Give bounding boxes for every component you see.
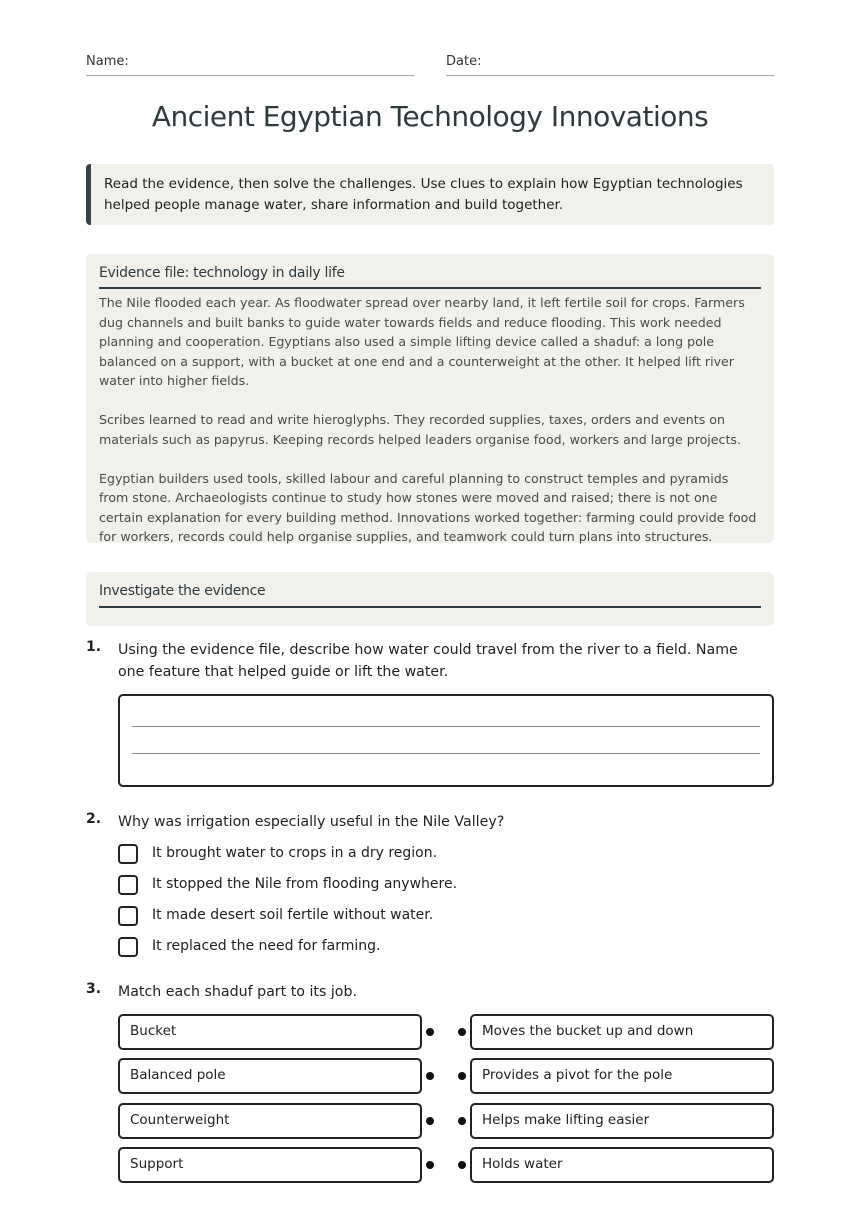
answer-line (132, 753, 760, 754)
option-row[interactable] (118, 844, 718, 868)
name-label: Name: (86, 54, 129, 69)
match-dot[interactable] (458, 1028, 466, 1036)
evidence-paragraph: Scribes learned to read and write hieroglyphs. They recorded supplies, taxes, orders and events on materials such as papyrus. Keeping records helped leaders organise food, workers and large projects. (99, 412, 741, 447)
question-3 (86, 981, 774, 1191)
question-text: Match each shaduf part to its job. (118, 984, 358, 1000)
evidence-file-section (86, 254, 774, 543)
option-label: It stopped the Nile from flooding anywhere. (152, 876, 458, 892)
evidence-title: Evidence file: technology in daily life (99, 265, 761, 289)
question-2 (86, 811, 774, 971)
investigate-title: Investigate the evidence (99, 583, 761, 608)
evidence-paragraph: The Nile flooded each year. As floodwater spread over nearby land, it left fertile soil for crops. Farmers dug channels and built banks to guide water towards fields and reduce flooding. This work needed planning and cooperation. Egyptians also used a simple lifting device called a shaduf: a long pole balanced on a support, with a bucket at one end and a counterweight at the other. It helped lift river water into higher fields. (99, 295, 745, 388)
match-dot[interactable] (458, 1117, 466, 1125)
investigate-section (86, 572, 774, 626)
option-row[interactable] (118, 906, 718, 930)
match-right-box[interactable]: Provides a pivot for the pole (470, 1058, 774, 1094)
option-label: It replaced the need for farming. (152, 938, 381, 954)
match-right-box[interactable]: Holds water (470, 1147, 774, 1183)
intro-callout: Read the evidence, then solve the challenges. Use clues to explain how Egyptian technologies helped people manage water, share information and build together. (86, 164, 774, 225)
match-dot[interactable] (458, 1072, 466, 1080)
match-left-box[interactable]: Balanced pole (118, 1058, 422, 1094)
checkbox[interactable] (118, 844, 138, 864)
date-field[interactable] (446, 54, 774, 76)
question-number: 2. (86, 811, 102, 827)
match-left-box[interactable]: Counterweight (118, 1103, 422, 1139)
match-row (118, 1014, 774, 1050)
question-text: Using the evidence file, describe how water could travel from the river to a field. Name one feature that helped guide or lift the water. (118, 642, 738, 680)
checkbox[interactable] (118, 937, 138, 957)
header-row (86, 54, 774, 76)
match-row (118, 1058, 774, 1094)
question-1 (86, 639, 774, 789)
answer-line (132, 726, 760, 727)
option-label: It brought water to crops in a dry region. (152, 845, 438, 861)
option-row[interactable] (118, 937, 718, 961)
match-dot[interactable] (426, 1161, 434, 1169)
question-number: 1. (86, 639, 102, 655)
match-row (118, 1103, 774, 1139)
match-dot[interactable] (426, 1117, 434, 1125)
match-row (118, 1147, 774, 1183)
match-right-box[interactable]: Helps make lifting easier (470, 1103, 774, 1139)
match-right-box[interactable]: Moves the bucket up and down (470, 1014, 774, 1050)
question-number: 3. (86, 981, 102, 997)
name-field[interactable] (86, 54, 414, 76)
question-text: Why was irrigation especially useful in the Nile Valley? (118, 814, 505, 830)
date-label: Date: (446, 54, 482, 69)
checkbox[interactable] (118, 875, 138, 895)
match-left-box[interactable]: Support (118, 1147, 422, 1183)
match-left-box[interactable]: Bucket (118, 1014, 422, 1050)
checkbox[interactable] (118, 906, 138, 926)
evidence-paragraph: Egyptian builders used tools, skilled labour and careful planning to construct temples and pyramids from stone. Archaeologists continue to study how stones were moved and raised; there is not one certain explanation for every building method. Innovations worked together: farming could provide food for workers, records could help organise supplies, and teamwork could turn plans into structures. (99, 470, 757, 544)
option-row[interactable] (118, 875, 718, 899)
match-dot[interactable] (426, 1072, 434, 1080)
match-dot[interactable] (426, 1028, 434, 1036)
match-dot[interactable] (458, 1161, 466, 1169)
page-title: Ancient Egyptian Technology Innovations (151, 100, 709, 133)
option-label: It made desert soil fertile without water. (152, 907, 434, 923)
answer-box[interactable] (118, 694, 774, 787)
